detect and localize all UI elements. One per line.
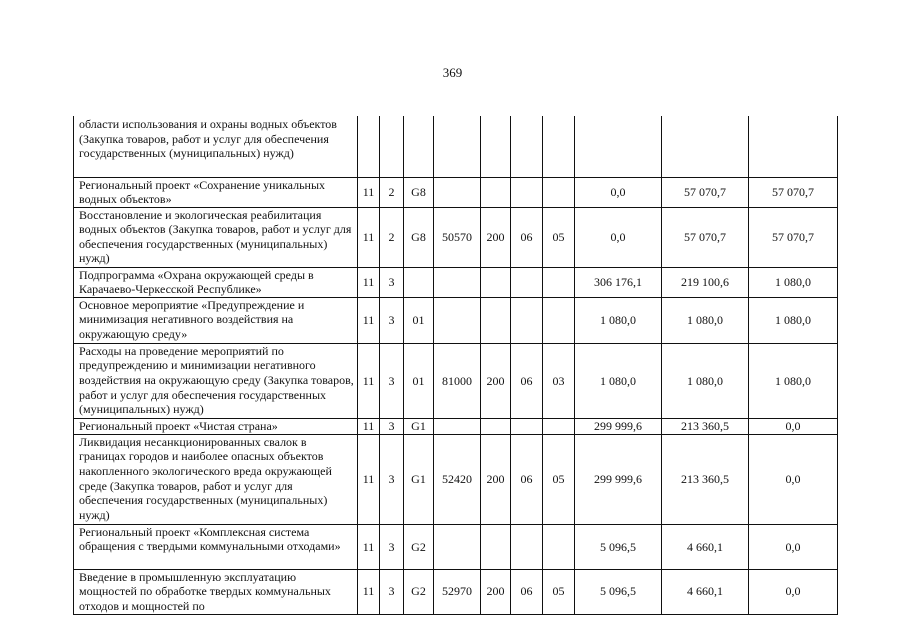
year2-value: 4 660,1 — [662, 569, 749, 614]
year2-value: 57 070,7 — [662, 207, 749, 267]
year2-value: 213 360,5 — [662, 418, 749, 434]
year1-value: 0,0 — [575, 207, 662, 267]
row-name: Основное мероприятие «Предупреждение и минимизация негативного воздействия на окружающую среду» — [74, 297, 358, 343]
year1-value: 5 096,5 — [575, 524, 662, 569]
year2-value: 57 070,7 — [662, 177, 749, 207]
expense-type — [481, 177, 511, 207]
table-row — [74, 177, 838, 207]
section-code: 06 — [511, 569, 543, 614]
row-name: Региональный проект «Сохранение уникальных водных объектов» — [74, 177, 358, 207]
gp-code: 11 — [358, 569, 380, 614]
direction-code — [434, 524, 481, 569]
section-code: 06 — [511, 434, 543, 524]
om-code: G8 — [404, 177, 434, 207]
section-code — [511, 297, 543, 343]
om-code: 01 — [404, 343, 434, 418]
om-code — [404, 267, 434, 297]
table-row — [74, 343, 838, 418]
year3-value: 1 080,0 — [749, 297, 838, 343]
om-code: G1 — [404, 418, 434, 434]
pp-code: 3 — [380, 524, 404, 569]
om-code: G1 — [404, 434, 434, 524]
row-name: Региональный проект «Чистая страна» — [74, 418, 358, 434]
expense-type: 200 — [481, 434, 511, 524]
year2-value: 4 660,1 — [662, 524, 749, 569]
table-row — [74, 267, 838, 297]
subsection-code — [543, 524, 575, 569]
year3-value: 0,0 — [749, 569, 838, 614]
year3-value: 57 070,7 — [749, 177, 838, 207]
row-name: Ликвидация несанкционированных свалок в границах городов и наиболее опасных объектов накопленного экологического вреда окружающей среде (Закупка товаров, работ и услуг для обеспечения государственных (муниципальных) нужд) — [74, 434, 358, 524]
direction-code: 52420 — [434, 434, 481, 524]
year1-value: 1 080,0 — [575, 343, 662, 418]
year2-value: 213 360,5 — [662, 434, 749, 524]
year2-value: 219 100,6 — [662, 267, 749, 297]
section-code: 06 — [511, 207, 543, 267]
row-name: области использования и охраны водных объектов (Закупка товаров, работ и услуг для обеспечения государственных (муниципальных) нужд) — [74, 116, 358, 177]
pp-code — [380, 116, 404, 177]
subsection-code: 05 — [543, 569, 575, 614]
direction-code: 52970 — [434, 569, 481, 614]
year2-value: 1 080,0 — [662, 343, 749, 418]
year1-value: 306 176,1 — [575, 267, 662, 297]
page-number: 369 — [442, 65, 463, 80]
section-code — [511, 177, 543, 207]
year1-value — [575, 116, 662, 177]
gp-code: 11 — [358, 267, 380, 297]
direction-code — [434, 418, 481, 434]
table-row — [74, 297, 838, 343]
pp-code: 3 — [380, 343, 404, 418]
section-code: 06 — [511, 343, 543, 418]
year1-value: 299 999,6 — [575, 434, 662, 524]
expense-type — [481, 116, 511, 177]
section-code — [511, 524, 543, 569]
year3-value: 57 070,7 — [749, 207, 838, 267]
year2-value — [662, 116, 749, 177]
pp-code: 3 — [380, 418, 404, 434]
section-code — [511, 116, 543, 177]
subsection-code: 05 — [543, 434, 575, 524]
gp-code: 11 — [358, 207, 380, 267]
table-row — [74, 207, 838, 267]
gp-code: 11 — [358, 418, 380, 434]
direction-code — [434, 297, 481, 343]
pp-code: 3 — [380, 434, 404, 524]
expense-type: 200 — [481, 207, 511, 267]
pp-code: 2 — [380, 207, 404, 267]
row-name: Восстановление и экологическая реабилитация водных объектов (Закупка товаров, работ и услуг для обеспечения государственных (муниципальных) нужд) — [74, 207, 358, 267]
expense-type — [481, 418, 511, 434]
om-code: G2 — [404, 569, 434, 614]
gp-code: 11 — [358, 297, 380, 343]
pp-code: 3 — [380, 569, 404, 614]
year1-value: 299 999,6 — [575, 418, 662, 434]
subsection-code — [543, 116, 575, 177]
subsection-code: 03 — [543, 343, 575, 418]
section-code — [511, 418, 543, 434]
om-code: 01 — [404, 297, 434, 343]
year3-value: 0,0 — [749, 524, 838, 569]
table-row — [74, 524, 838, 569]
year3-value: 0,0 — [749, 418, 838, 434]
subsection-code — [543, 267, 575, 297]
year1-value: 0,0 — [575, 177, 662, 207]
pp-code: 3 — [380, 297, 404, 343]
section-code — [511, 267, 543, 297]
subsection-code — [543, 297, 575, 343]
om-code — [404, 116, 434, 177]
year2-value: 1 080,0 — [662, 297, 749, 343]
row-name: Региональный проект «Комплексная система обращения с твердыми коммунальными отходами» — [74, 524, 358, 569]
gp-code: 11 — [358, 343, 380, 418]
table-row — [74, 116, 838, 177]
direction-code — [434, 116, 481, 177]
year1-value: 1 080,0 — [575, 297, 662, 343]
gp-code: 11 — [358, 434, 380, 524]
om-code: G8 — [404, 207, 434, 267]
year3-value: 1 080,0 — [749, 267, 838, 297]
subsection-code: 05 — [543, 207, 575, 267]
gp-code: 11 — [358, 524, 380, 569]
year1-value: 5 096,5 — [575, 569, 662, 614]
direction-code: 81000 — [434, 343, 481, 418]
budget-table — [73, 116, 838, 615]
expense-type — [481, 267, 511, 297]
year3-value: 1 080,0 — [749, 343, 838, 418]
direction-code — [434, 267, 481, 297]
direction-code: 50570 — [434, 207, 481, 267]
expense-type: 200 — [481, 569, 511, 614]
gp-code — [358, 116, 380, 177]
direction-code — [434, 177, 481, 207]
expense-type — [481, 524, 511, 569]
om-code: G2 — [404, 524, 434, 569]
subsection-code — [543, 177, 575, 207]
table-row — [74, 569, 838, 614]
subsection-code — [543, 418, 575, 434]
row-name: Введение в промышленную эксплуатацию мощностей по обработке твердых коммунальных отходов и мощностей по — [74, 569, 358, 614]
year3-value: 0,0 — [749, 434, 838, 524]
table-row — [74, 434, 838, 524]
gp-code: 11 — [358, 177, 380, 207]
row-name: Подпрограмма «Охрана окружающей среды в Карачаево-Черкесской Республике» — [74, 267, 358, 297]
row-name: Расходы на проведение мероприятий по предупреждению и минимизации негативного воздействия на окружающую среду (Закупка товаров, работ и услуг для обеспечения государственных (муниципальных) нужд) — [74, 343, 358, 418]
expense-type: 200 — [481, 343, 511, 418]
year3-value — [749, 116, 838, 177]
pp-code: 2 — [380, 177, 404, 207]
expense-type — [481, 297, 511, 343]
pp-code: 3 — [380, 267, 404, 297]
table-row — [74, 418, 838, 434]
